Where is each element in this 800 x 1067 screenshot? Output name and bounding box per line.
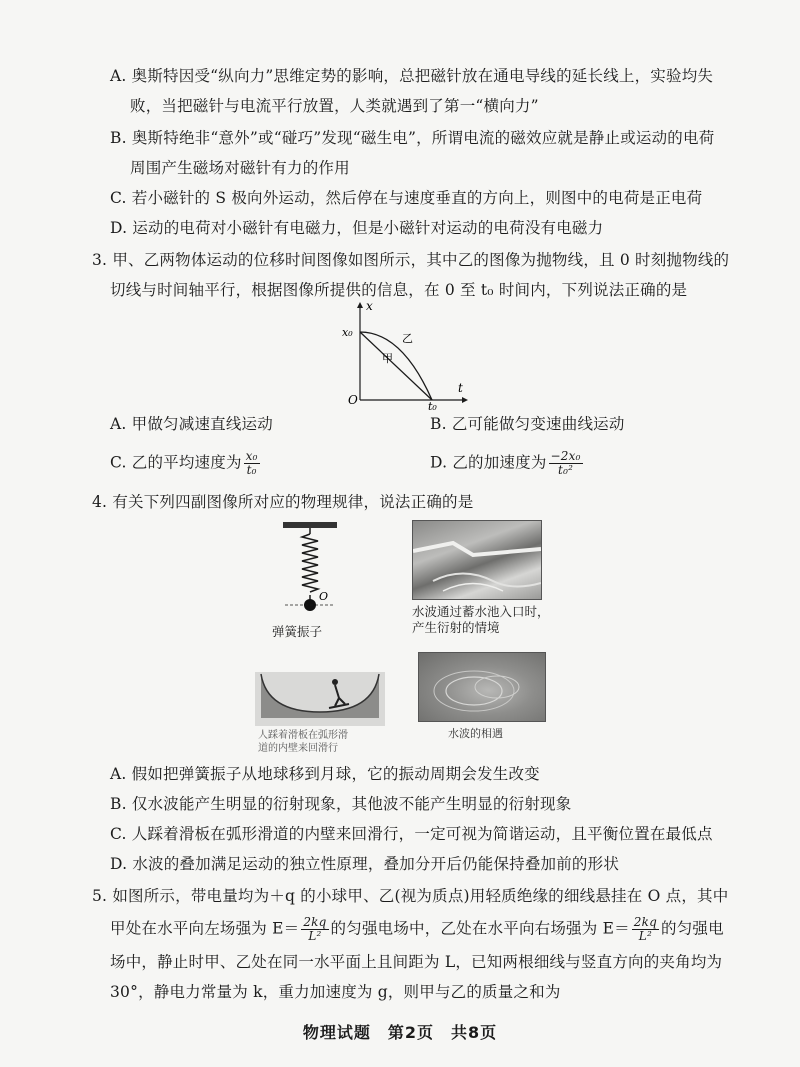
water-diffraction-caption-2: 产生衍射的情境 (412, 620, 500, 635)
q3-option-d (430, 450, 760, 477)
q4-option-d: D. 水波的叠加满足运动的独立性原理，叠加分开后仍能保持叠加前的形状 (110, 855, 620, 873)
x-axis-arrow (357, 302, 363, 308)
q3-option-b: B. 乙可能做匀变速曲线运动 (430, 415, 625, 433)
x0-tick: x₀ (342, 326, 353, 339)
spring-oscillator-caption: 弹簧振子 (272, 624, 323, 639)
q3-option-a: A. 甲做匀减速直线运动 (110, 415, 273, 433)
q4-option-c: C. 人踩着滑板在弧形滑道的内壁来回滑行，一定可视为简谐运动，且平衡位置在最低点 (110, 825, 713, 843)
q2-option-a-line2: 败，当把磁针与电流平行放置，人类就遇到了第一“横向力” (130, 97, 539, 115)
q2-option-b-line1: B. 奥斯特绝非“意外”或“碰巧”发现“磁生电”，所谓电流的磁效应就是静止或运动的电荷 (110, 129, 715, 147)
page-footer: 物理试题 第2页 共8页 (302, 1023, 498, 1042)
t-axis-arrow (462, 397, 468, 403)
q2-option-b-line2: 周围产生磁场对磁针有力的作用 (130, 159, 350, 177)
q4-option-b: B. 仅水波能产生明显的衍射现象，其他波不能产生明显的衍射现象 (110, 795, 572, 813)
q3-option-c-fraction (244, 450, 260, 477)
fraction-denominator: t₀² (558, 463, 574, 477)
q4-stem: 4. 有关下列四副图像所对应的物理规律，说法正确的是 (92, 493, 474, 511)
q5-field-fraction-2 (632, 916, 659, 943)
q3-stem-line1: 3. 甲、乙两物体运动的位移时间图像如图所示，其中乙的图像为抛物线，且 0 时刻抛物线的 (92, 251, 730, 269)
q3-option-c-text: C. 乙的平均速度为 (110, 453, 242, 472)
q5-line1: 5. 如图所示，带电量均为＋q 的小球甲、乙(视为质点)用轻质绝缘的细线悬挂在 O 点，其中 (92, 887, 729, 905)
water-waves-meeting-image (419, 653, 545, 721)
ceiling-icon (283, 522, 337, 528)
q2-option-c: C. 若小磁针的 S 极向外运动，然后停在与速度垂直的方向上，则图中的电荷是正电荷 (110, 189, 703, 207)
fraction-numerator: x₀ (245, 449, 258, 463)
q3-xt-graph (330, 300, 470, 410)
q5-line2-part-c: 的匀强电 (661, 919, 724, 938)
equilibrium-point-label: O (319, 590, 329, 603)
q5-line4: 30°，静电力常量为 k，重力加速度为 g，则甲与乙的质量之和为 (110, 983, 561, 1001)
q3-option-d-text: D. 乙的加速度为 (430, 453, 547, 472)
skateboard-caption-1: 人踩着滑板在弧形滑 (258, 730, 348, 741)
water-diffraction-image (413, 521, 541, 599)
q4-option-a: A. 假如把弹簧振子从地球移到月球，它的振动周期会发生改变 (110, 765, 540, 783)
spring-icon (302, 534, 318, 592)
water-waves-meeting-caption: 水波的相遇 (448, 727, 503, 740)
q5-field-fraction-1 (301, 916, 328, 943)
spring-oscillator-figure (265, 520, 355, 620)
q5-line3: 场中，静止时甲、乙处在同一水平面上且间距为 L，已知两根细线与竖直方向的夹角均为 (110, 953, 723, 971)
fraction-numerator: 2kq (633, 915, 657, 929)
fraction-numerator: −2x₀ (550, 449, 581, 463)
line-jia-label: 甲 (382, 352, 393, 365)
skateboard-halfpipe-figure (255, 668, 385, 726)
line-jia (360, 332, 432, 400)
q5-line2-part-b: 的匀强电场中，乙处在水平向右场强为 E＝ (330, 919, 630, 938)
q2-option-a-line1: A. 奥斯特因受“纵向力”思维定势的影响，总把磁针放在通电导线的延长线上，实验均失 (110, 67, 714, 85)
water-diffraction-photo (412, 520, 542, 600)
q5-line2 (110, 916, 760, 943)
t0-tick: t₀ (428, 400, 437, 410)
fraction-denominator: L² (638, 929, 652, 943)
origin-label: O (348, 393, 358, 407)
x-axis-label: x (366, 300, 373, 313)
q2-option-d: D. 运动的电荷对小磁针有电磁力，但是小磁针对运动的电荷没有电磁力 (110, 219, 604, 237)
water-diffraction-caption-1: 水波通过蓄水池入口时， (412, 604, 550, 619)
curve-yi-label: 乙 (402, 332, 413, 345)
q5-line2-part-a: 甲处在水平向左场强为 E＝ (110, 919, 300, 938)
skateboard-caption-2: 道的内壁来回滑行 (258, 743, 338, 754)
water-waves-meeting-photo (418, 652, 546, 722)
fraction-denominator: L² (308, 929, 322, 943)
q3-stem-line2: 切线与时间轴平行，根据图像所提供的信息，在 0 至 t₀ 时间内，下列说法正确的是 (110, 281, 688, 299)
t-axis-label: t (458, 381, 463, 395)
fraction-numerator: 2kq (303, 915, 327, 929)
q3-option-d-fraction (549, 450, 583, 477)
fraction-denominator: t₀ (246, 463, 257, 477)
